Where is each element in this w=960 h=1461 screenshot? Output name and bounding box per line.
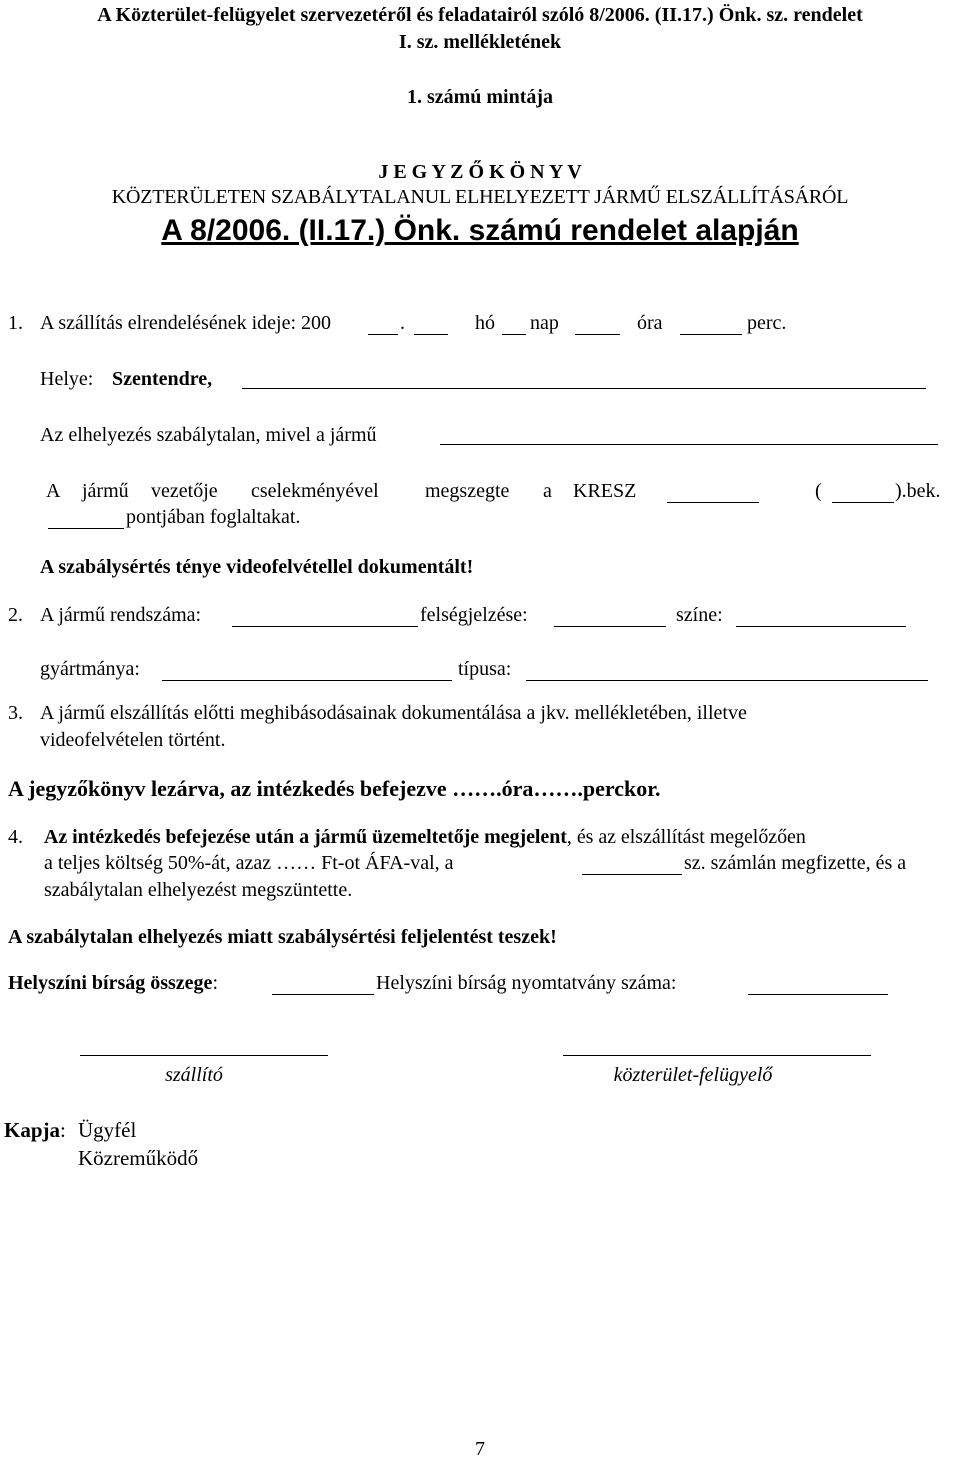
elhelyezes-field[interactable]: [440, 444, 938, 445]
nap-label: nap: [530, 312, 559, 334]
szine-field[interactable]: [736, 626, 906, 627]
section-4-bold-part: Az intézkedés befejezése után a jármű üzemeltetője megjelent: [44, 826, 567, 848]
birsag-osszege-label: Helyszíni bírság összege: [8, 972, 213, 994]
ideje-label: A szállítás elrendelésének ideje: 200: [40, 312, 332, 334]
tipusa-field[interactable]: [526, 680, 928, 681]
kresz-word-kresz: KRESZ: [573, 480, 637, 502]
kapja-recipient-1: Ügyfél: [78, 1118, 137, 1142]
page-number: 7: [475, 1438, 485, 1460]
ideje-dot: .: [400, 312, 405, 334]
kapja-recipient-2: Közreműködő: [78, 1146, 199, 1170]
section-3-number: 3.: [8, 702, 23, 724]
gyartmanya-field[interactable]: [162, 680, 452, 681]
minute-field[interactable]: [680, 334, 742, 335]
section-4-rest: , és az elszállítást megelőzően: [566, 826, 806, 848]
section-3-line-2: videofelvételen történt.: [40, 729, 226, 751]
kapja-label: Kapja: [4, 1118, 61, 1142]
closing-statement: A jegyzőkönyv lezárva, az intézkedés befejezve …….óra…….perckor.: [8, 776, 661, 801]
bek-label: ).bek.: [895, 480, 941, 502]
rendszama-field[interactable]: [232, 626, 418, 627]
doc-title: J E G Y Z Ő K Ö N Y V: [378, 161, 582, 183]
helye-value: Szentendre,: [112, 368, 213, 390]
ora-label: óra: [637, 312, 663, 334]
szine-label: színe:: [676, 604, 723, 626]
felsegjelzese-field[interactable]: [554, 626, 666, 627]
pont-field[interactable]: [48, 528, 124, 529]
helye-field[interactable]: [242, 388, 926, 389]
rendszama-label: A jármű rendszáma:: [40, 604, 202, 626]
kresz-word-a2: a: [543, 480, 552, 502]
helye-label: Helye:: [40, 368, 94, 390]
day-field[interactable]: [502, 334, 526, 335]
paren-open: (: [815, 480, 822, 502]
szamla-field[interactable]: [582, 874, 682, 875]
kresz-paragraph-field[interactable]: [667, 502, 759, 503]
signature-label-felugyelo: közterület-felügyelő: [613, 1064, 773, 1086]
video-statement: A szabálysértés ténye videofelvétellel dokumentált!: [40, 556, 474, 578]
kresz-word-a: A: [46, 480, 61, 502]
kapja-colon: :: [60, 1118, 66, 1142]
birsag-osszege-field[interactable]: [272, 994, 374, 995]
year-field[interactable]: [368, 334, 398, 335]
birsag-nyomtatvany-field[interactable]: [748, 994, 888, 995]
header-line-1: A Közterület-felügyelet szervezetéről és feladatairól szóló 8/2006. (II.17.) Önk. sz. rendelet: [97, 4, 863, 26]
section-4-line-2a: a teljes költség 50%-át, azaz …… Ft-ot ÁFA-val, a: [44, 852, 454, 874]
birsag-nyomtatvany-label: Helyszíni bírság nyomtatvány száma:: [376, 972, 677, 994]
birsag-line: [8, 972, 218, 995]
gyartmanya-label: gyártmánya:: [40, 658, 140, 680]
kresz-word-vezetoje: vezetője: [151, 480, 218, 502]
bekezdes-field[interactable]: [832, 502, 894, 503]
kapja-line: [4, 1118, 66, 1143]
tipusa-label: típusa:: [458, 658, 512, 680]
signature-line-szallito[interactable]: [80, 1055, 328, 1056]
doc-legal-basis: A 8/2006. (II.17.) Önk. számú rendelet alapján: [161, 214, 799, 247]
section-4-line-3: szabálytalan elhelyezést megszüntette.: [44, 879, 353, 901]
signature-line-felugyelo[interactable]: [563, 1055, 871, 1056]
kresz-word-jarmu: jármű: [82, 480, 129, 502]
section-3-line-1: A jármű elszállítás előtti meghibásodásainak dokumentálása a jkv. mellékletében, illetve: [40, 702, 747, 724]
feljelentes-statement: A szabálytalan elhelyezés miatt szabálysértési feljelentést teszek!: [8, 926, 557, 948]
elhelyezes-label: Az elhelyezés szabálytalan, mivel a jármű: [40, 424, 377, 446]
kresz-word-cselekmenyevel: cselekményével: [251, 480, 379, 502]
section-1-number: 1.: [8, 312, 23, 334]
birsag-colon: :: [212, 972, 218, 994]
kresz-word-megszegte: megszegte: [425, 480, 510, 502]
section-4-line-1: [44, 826, 806, 849]
doc-subject: KÖZTERÜLETEN SZABÁLYTALANUL ELHELYEZETT JÁRMŰ ELSZÁLLÍTÁSÁRÓL: [111, 186, 849, 208]
section-2-number: 2.: [8, 604, 23, 626]
section-4-number: 4.: [8, 826, 23, 848]
header-line-2: I. sz. mellékletének: [398, 31, 562, 53]
ho-label: hó: [475, 312, 495, 334]
signature-label-szallito: szállító: [165, 1064, 223, 1086]
pontjaban-label: pontjában foglaltakat.: [126, 506, 301, 528]
section-4-line-2b: sz. számlán megfizette, és a: [684, 852, 907, 874]
header-line-3: 1. számú mintája: [406, 86, 554, 108]
hour-field[interactable]: [575, 334, 620, 335]
perc-label: perc.: [747, 312, 787, 334]
felsegjelzese-label: felségjelzése:: [420, 604, 528, 626]
month-field[interactable]: [414, 334, 448, 335]
